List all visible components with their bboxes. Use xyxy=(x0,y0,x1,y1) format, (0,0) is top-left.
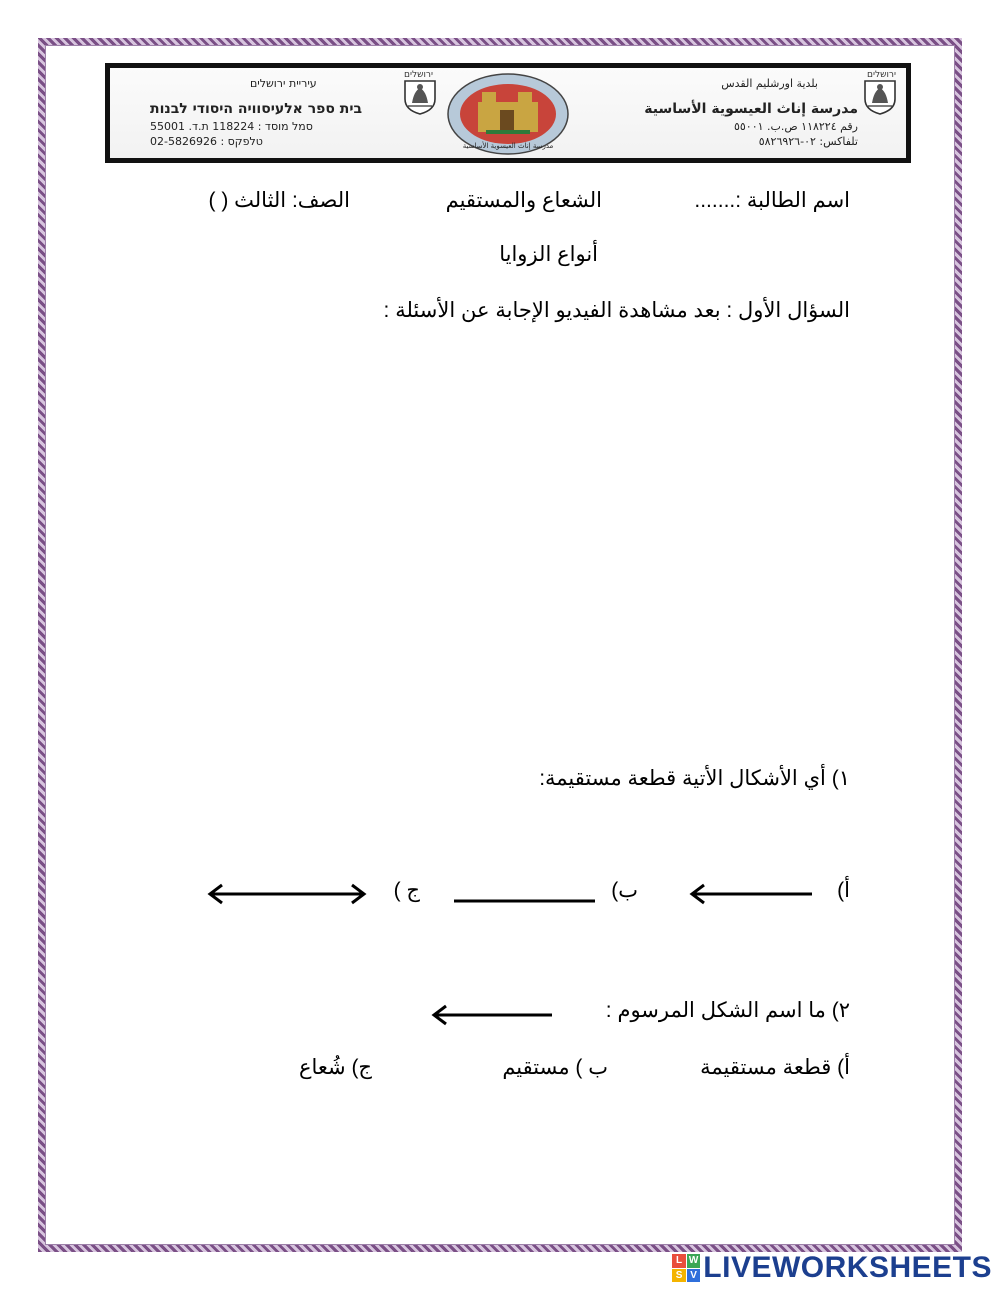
logo-caption: مدرسة إناث العيسوية الأساسية xyxy=(462,142,554,150)
school-fax-hebrew: טלפקס : 02-5826926 xyxy=(150,135,263,148)
student-name-label: اسم الطالبة :....... xyxy=(694,189,850,212)
wm-letter-l: L xyxy=(672,1254,686,1268)
municipality-arabic: بلدية اورشليم القدس xyxy=(721,77,818,90)
q2-option-b: ب ) مستقيم xyxy=(502,1056,608,1079)
school-name-hebrew: בית ספר אלעיסוויה היסודי לבנות xyxy=(150,101,362,117)
school-header xyxy=(105,63,911,163)
question-1-text: ١) أي الأشكال الأتية قطعة مستقيمة: xyxy=(539,767,850,790)
q1-option-c-label: ج ) xyxy=(393,879,420,902)
question-2-text: ٢) ما اسم الشكل المرسوم : xyxy=(605,999,850,1022)
municipality-hebrew: עיריית ירושלים xyxy=(250,77,317,90)
liveworksheets-text: LIVEWORKSHEETS xyxy=(703,1251,992,1284)
school-header-hebrew xyxy=(150,76,362,149)
q1-option-b-label: ب) xyxy=(611,879,638,902)
school-number-hebrew: סמל מוסד : 118224 ת.ד. 55001 xyxy=(150,120,313,133)
school-name-arabic: مدرسة إناث العيسوية الأساسية xyxy=(644,101,858,117)
first-question-heading: السؤال الأول : بعد مشاهدة الفيديو الإجابة عن الأسئلة : xyxy=(383,299,850,322)
line-figure-c xyxy=(206,881,368,907)
jerusalem-emblem-icon xyxy=(862,75,898,115)
page-title: أنواع الزوايا xyxy=(499,243,598,266)
line-segment-figure-b xyxy=(452,896,597,906)
school-header-arabic xyxy=(644,76,858,149)
school-number-arabic: رقم ١١٨٢٢٤ ص.ب. ٥٥٠٠١ xyxy=(733,120,858,133)
ray-figure-q2 xyxy=(430,1003,554,1027)
q1-option-a-label: أ) xyxy=(837,879,850,902)
q2-option-a: أ) قطعة مستقيمة xyxy=(700,1056,850,1079)
jerusalem-emblem-icon-left xyxy=(402,75,438,115)
liveworksheets-logo-icon xyxy=(672,1254,700,1282)
wm-letter-v: V xyxy=(687,1269,701,1283)
wm-letter-s: S xyxy=(672,1269,686,1283)
q2-option-c: ج) شُعاع xyxy=(298,1056,372,1079)
emblem-label-right: ירושלים xyxy=(866,70,896,80)
emblem-label-left: ירושלים xyxy=(404,70,434,80)
worksheet-topic: الشعاع والمستقيم xyxy=(445,189,602,212)
wm-letter-w: W xyxy=(687,1254,701,1268)
school-logo-icon xyxy=(446,72,570,156)
ray-figure-a xyxy=(688,882,814,906)
grade-label: الصف: الثالث ( ) xyxy=(208,189,350,212)
liveworksheets-watermark xyxy=(672,1251,992,1285)
school-fax-arabic: تلفاكس: ٠٢-٥٨٢٦٩٢٦ xyxy=(758,135,858,148)
